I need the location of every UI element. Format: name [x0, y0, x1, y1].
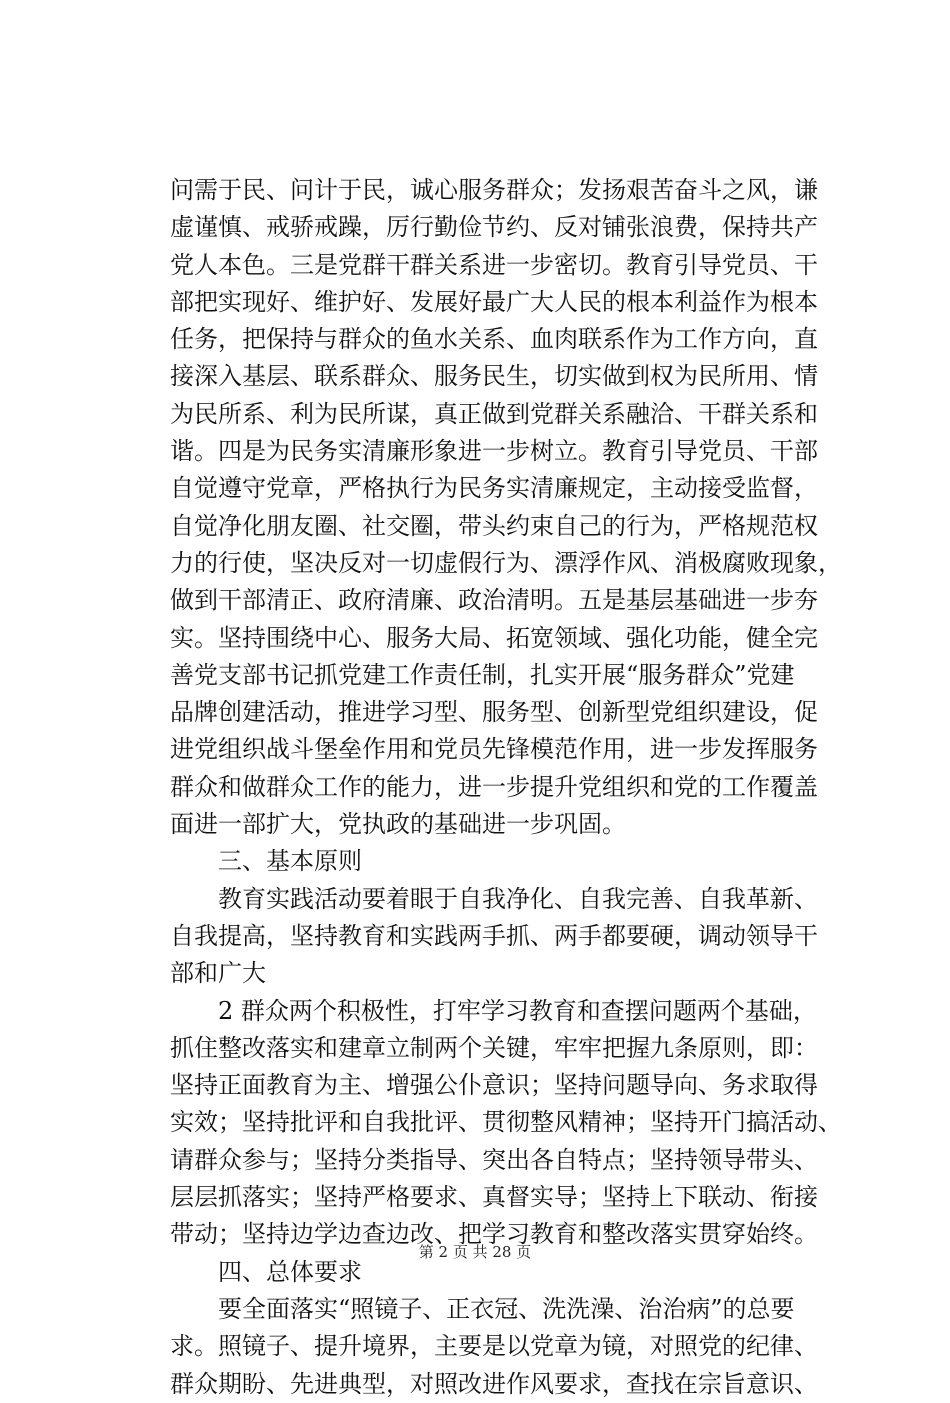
- text-line: 群众和做群众工作的能力，进一步提升党组织和党的工作覆盖: [170, 772, 818, 801]
- text-line: 进党组织战斗堡垒作用和党员先锋模范作用，进一步发挥服务: [170, 735, 818, 764]
- text-line: 做到干部清正、政府清廉、政治清明。五是基层基础进一步夯: [170, 586, 818, 615]
- text-line: 部和广大: [170, 959, 266, 988]
- text-line: 教育实践活动要着眼于自我净化、自我完善、自我革新、: [218, 884, 818, 913]
- text-line: 带动；坚持边学边查边改、把学习教育和整改落实贯穿始终。: [170, 1220, 818, 1249]
- text-line: 请群众参与；坚持分类指导、突出各自特点；坚持领导带头、: [170, 1145, 818, 1174]
- text-line: 接深入基层、联系群众、服务民生，切实做到权为民所用、情: [170, 362, 818, 391]
- text-line: 实效；坚持批评和自我批评、贯彻整风精神；坚持开门搞活动、: [170, 1108, 842, 1137]
- document-body: [170, 172, 850, 1403]
- text-line: 党人本色。三是党群干群关系进一步密切。教育引导党员、干: [170, 250, 818, 279]
- text-line: 抓住整改落实和建章立制两个关键，牢牢把握九条原则，即：: [170, 1033, 818, 1062]
- text-line: 2 群众两个积极性，打牢学习教育和查摆问题两个基础，: [218, 996, 817, 1025]
- text-line: 为民所系、利为民所谋，真正做到党群关系融洽、干群关系和: [170, 399, 818, 428]
- text-line: 谐。四是为民务实清廉形象进一步树立。教育引导党员、干部: [170, 437, 818, 466]
- page-number-footer: 第 2 页 共 28 页: [418, 1243, 532, 1261]
- text-line: 力的行使，坚决反对一切虚假行为、漂浮作风、消极腐败现象，: [170, 548, 842, 577]
- text-line: 部把实现好、维护好、发展好最广大人民的根本利益作为根本: [170, 287, 818, 316]
- text-line: 善党支部书记抓党建工作责任制，扎实开展“服务群众”党建: [170, 660, 795, 689]
- text-line: 自我提高，坚持教育和实践两手抓、两手都要硬，调动领导干: [170, 921, 818, 950]
- text-line: 虚谨慎、戒骄戒躁，厉行勤俭节约、反对铺张浪费，保持共产: [170, 213, 818, 242]
- text-line: 层层抓落实；坚持严格要求、真督实导；坚持上下联动、衔接: [170, 1183, 818, 1212]
- text-line: 四、总体要求: [218, 1257, 362, 1286]
- text-line: 问需于民、问计于民，诚心服务群众；发扬艰苦奋斗之风，谦: [170, 176, 818, 204]
- text-line: 实。坚持围绕中心、服务大局、拓宽领域、强化功能，健全完: [170, 623, 818, 652]
- text-line: 面进一部扩大，党执政的基础进一步巩固。: [170, 810, 626, 839]
- text-line: 求。照镜子、提升境界，主要是以党章为镜，对照党的纪律、: [170, 1332, 818, 1361]
- text-line: 自觉净化朋友圈、社交圈，带头约束自己的行为，严格规范权: [170, 511, 818, 540]
- text-line: 品牌创建活动，推进学习型、服务型、创新型党组织建设，促: [170, 698, 818, 727]
- text-line: 要全面落实“照镜子、正衣冠、洗洗澡、治治病”的总要: [218, 1294, 795, 1323]
- text-line: 坚持正面教育为主、增强公仆意识；坚持问题导向、务求取得: [170, 1071, 818, 1100]
- text-line: 三、基本原则: [218, 847, 362, 876]
- text-line: 任务，把保持与群众的鱼水关系、血肉联系作为工作方向，直: [170, 325, 818, 354]
- text-line: 群众期盼、先进典型，对照改进作风要求，查找在宗旨意识、: [170, 1369, 818, 1398]
- text-line: 自觉遵守党章，严格执行为民务实清廉规定，主动接受监督，: [170, 474, 818, 503]
